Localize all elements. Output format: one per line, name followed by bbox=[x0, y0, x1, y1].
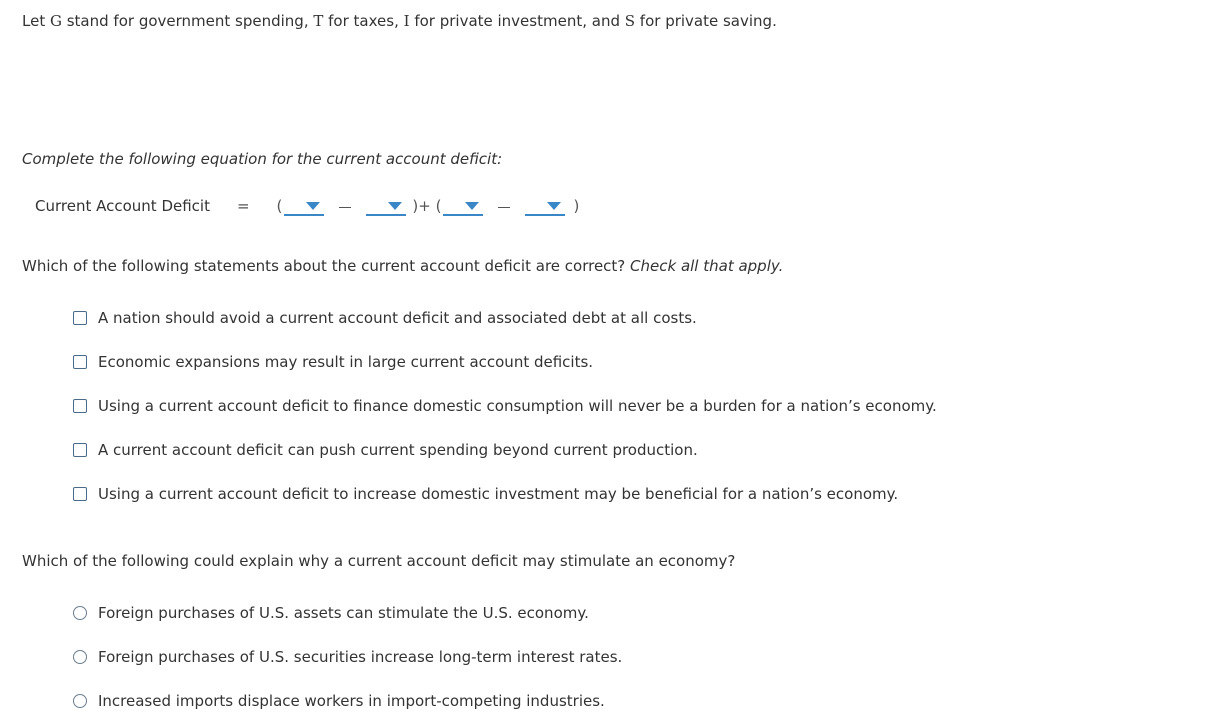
var-i: I bbox=[403, 12, 410, 30]
open-paren-1: ( bbox=[276, 197, 283, 215]
dropdown-arrow-icon bbox=[388, 202, 402, 210]
equation-row bbox=[35, 196, 579, 216]
checkbox-option-2[interactable] bbox=[73, 353, 593, 371]
dropdown-arrow-icon bbox=[306, 202, 320, 210]
minus-sign-2 bbox=[498, 207, 510, 208]
close-paren-2: ) bbox=[573, 197, 580, 215]
option-label: Foreign purchases of U.S. securities increase long-term interest rates. bbox=[98, 648, 623, 666]
var-t: T bbox=[313, 12, 324, 30]
checkbox-icon[interactable] bbox=[73, 399, 87, 413]
checkbox-icon[interactable] bbox=[73, 355, 87, 369]
radio-icon[interactable] bbox=[73, 606, 87, 620]
option-label: Using a current account deficit to increase domestic investment may be beneficial for a nation’s economy. bbox=[98, 485, 899, 503]
dropdown-arrow-icon bbox=[547, 202, 561, 210]
intro-text: Let G stand for government spending, T for taxes, I for private investment, and S for private saving. bbox=[22, 12, 777, 30]
var-s: S bbox=[624, 12, 636, 30]
dropdown-1[interactable] bbox=[284, 196, 324, 216]
radio-option-1[interactable] bbox=[73, 604, 589, 622]
option-label: Using a current account deficit to finance domestic consumption will never be a burden for a nation’s economy. bbox=[98, 397, 937, 415]
checkbox-option-5[interactable] bbox=[73, 485, 898, 503]
close-paren-plus: )+ ( bbox=[412, 197, 442, 215]
equation-label: Current Account Deficit bbox=[35, 197, 210, 215]
minus-sign-1 bbox=[339, 207, 351, 208]
option-label: Increased imports displace workers in import-competing industries. bbox=[98, 692, 605, 710]
equation-heading: Complete the following equation for the current account deficit: bbox=[22, 150, 503, 168]
option-label: A current account deficit can push current spending beyond current production. bbox=[98, 441, 698, 459]
dropdown-4[interactable] bbox=[525, 196, 565, 216]
checkbox-option-1[interactable] bbox=[73, 309, 697, 327]
checkbox-icon[interactable] bbox=[73, 487, 87, 501]
checkbox-option-4[interactable] bbox=[73, 441, 698, 459]
radio-icon[interactable] bbox=[73, 650, 87, 664]
dropdown-3[interactable] bbox=[443, 196, 483, 216]
option-label: Foreign purchases of U.S. assets can stimulate the U.S. economy. bbox=[98, 604, 589, 622]
dropdown-arrow-icon bbox=[465, 202, 479, 210]
option-label: A nation should avoid a current account deficit and associated debt at all costs. bbox=[98, 309, 697, 327]
question-1-hint: Check all that apply. bbox=[630, 257, 784, 275]
dropdown-2[interactable] bbox=[366, 196, 406, 216]
radio-option-3[interactable] bbox=[73, 692, 605, 710]
question-2: Which of the following could explain why a current account deficit may stimulate an economy? bbox=[22, 552, 736, 570]
var-g: G bbox=[49, 12, 62, 30]
checkbox-icon[interactable] bbox=[73, 311, 87, 325]
question-1: Which of the following statements about the current account deficit are correct? Check all that apply. bbox=[22, 257, 784, 275]
checkbox-option-3[interactable] bbox=[73, 397, 937, 415]
checkbox-icon[interactable] bbox=[73, 443, 87, 457]
radio-option-2[interactable] bbox=[73, 648, 622, 666]
equals-sign: = bbox=[236, 197, 250, 215]
option-label: Economic expansions may result in large current account deficits. bbox=[98, 353, 594, 371]
radio-icon[interactable] bbox=[73, 694, 87, 708]
